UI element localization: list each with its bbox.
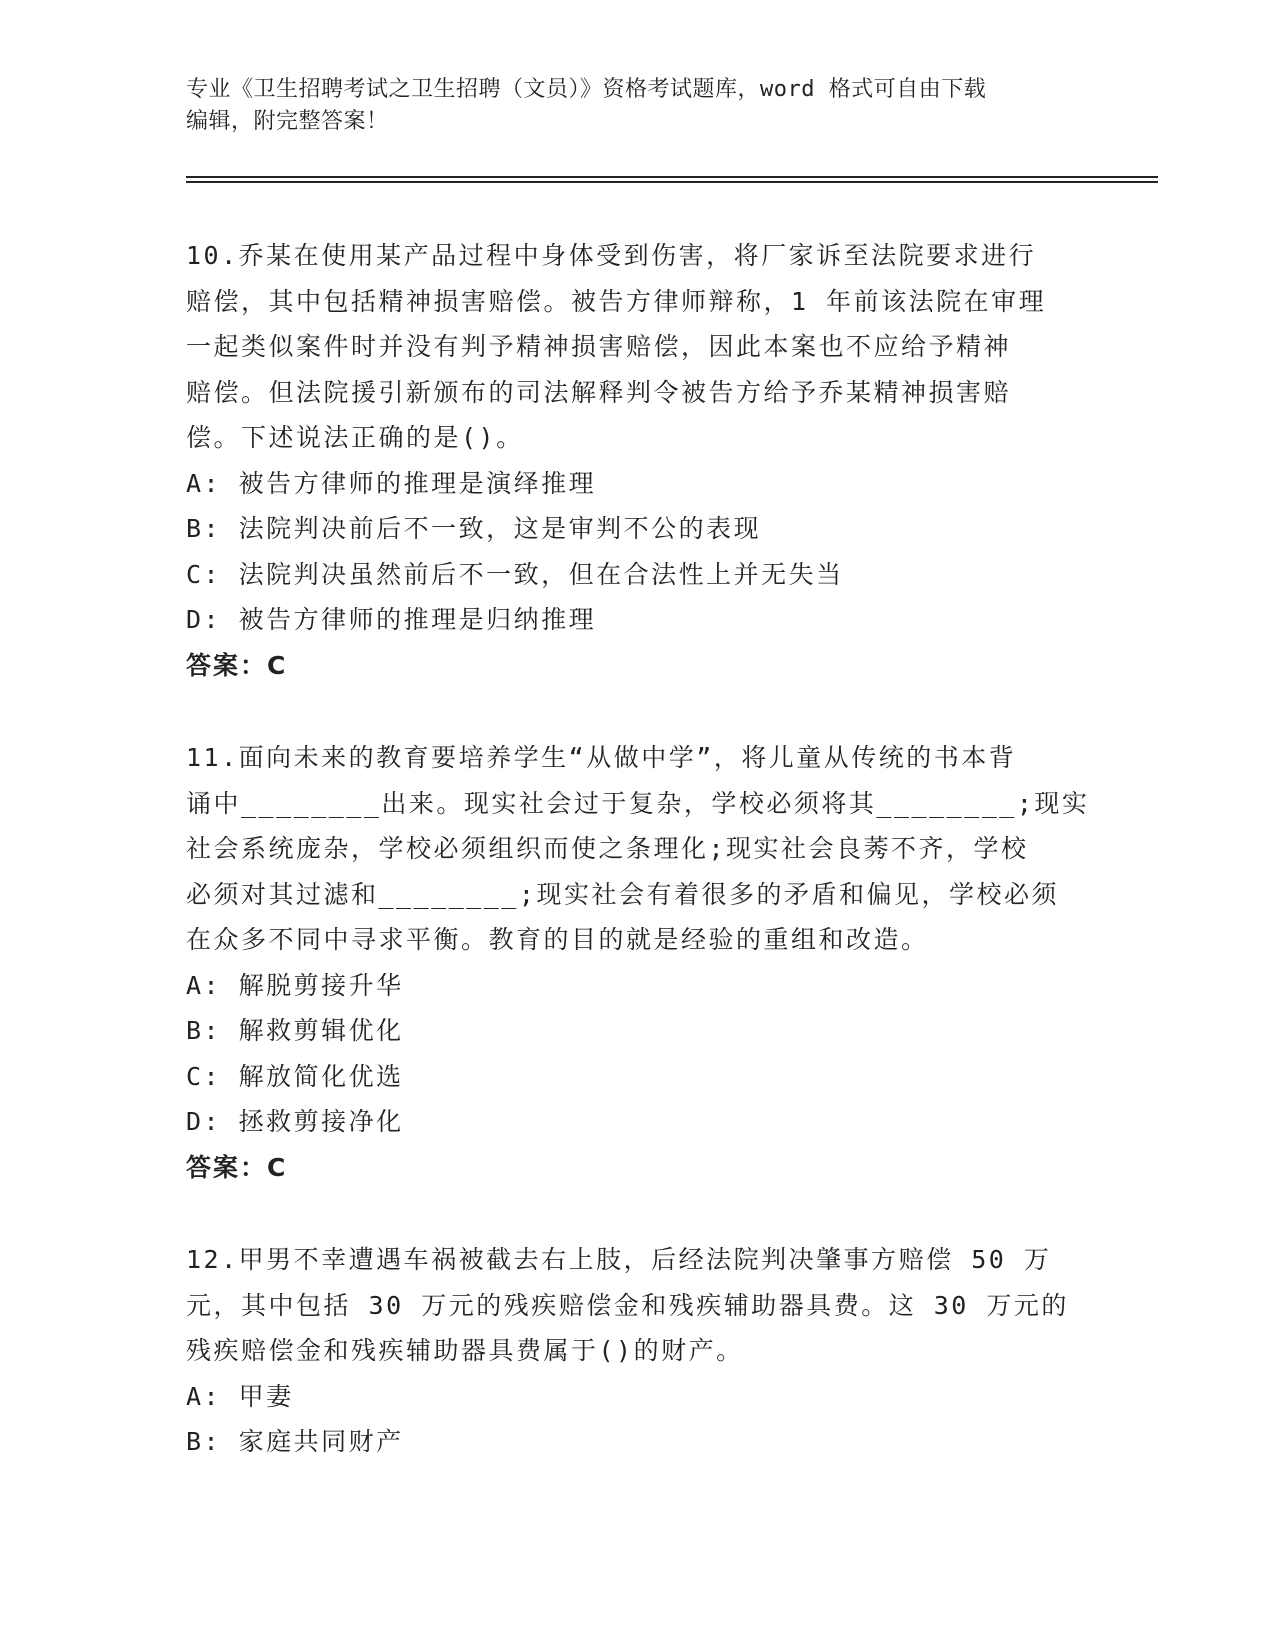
header-divider-bottom <box>186 181 1158 183</box>
option-b: B: 家庭共同财产 <box>186 1427 404 1456</box>
option-c: C: 解放简化优选 <box>186 1061 404 1091</box>
header-line-2: 编辑，附完整答案！ <box>186 109 389 134</box>
document-header <box>186 74 1086 138</box>
header-divider-top <box>186 176 1158 178</box>
question-text-line: 必须对其过滤和________;现实社会有着很多的矛盾和偏见，学校必须 <box>186 879 1059 909</box>
question-text-line: 残疾赔偿金和残疾辅助器具费属于()的财产。 <box>186 1336 744 1365</box>
question-12 <box>186 1237 1086 1465</box>
option-a: A: 解脱剪接升华 <box>186 970 404 1000</box>
question-text-line: 12.甲男不幸遭遇车祸被截去右上肢，后经法院判决肇事方赔偿 50 万 <box>186 1245 1052 1274</box>
option-d: D: 拯救剪接净化 <box>186 1107 404 1136</box>
question-text-line: 赔偿。但法院援引新颁布的司法解释判令被告方给予乔某精神损害赔 <box>186 377 1012 407</box>
question-11 <box>186 735 1090 1190</box>
option-c: C: 法院判决虽然前后不一致，但在合法性上并无失当 <box>186 559 844 589</box>
answer-text: 答案：C <box>186 650 288 680</box>
option-b: B: 法院判决前后不一致，这是审判不公的表现 <box>186 514 762 543</box>
question-text-line: 诵中________出来。现实社会过于复杂，学校必须将其________;现实 <box>186 788 1090 818</box>
option-a: A: 甲妻 <box>186 1381 294 1411</box>
question-text-line: 在众多不同中寻求平衡。教育的目的就是经验的重组和改造。 <box>186 925 929 954</box>
question-text-line: 社会系统庞杂，学校必须组织而使之条理化;现实社会良莠不齐，学校 <box>186 834 1029 863</box>
option-b: B: 解救剪辑优化 <box>186 1016 404 1045</box>
question-text-line: 偿。下述说法正确的是()。 <box>186 423 524 452</box>
question-text-line: 一起类似案件时并没有判予精神损害赔偿，因此本案也不应给予精神 <box>186 332 1012 361</box>
question-text-line: 11.面向未来的教育要培养学生“从做中学”，将儿童从传统的书本背 <box>186 743 1017 772</box>
option-d: D: 被告方律师的推理是归纳推理 <box>186 605 597 634</box>
question-text-line: 赔偿，其中包括精神损害赔偿。被告方律师辩称，1 年前该法院在审理 <box>186 286 1047 316</box>
header-line-1: 专业《卫生招聘考试之卫生招聘（文员）》资格考试题库，word 格式可自由下载 <box>186 77 987 102</box>
question-text-line: 10.乔某在使用某产品过程中身体受到伤害，将厂家诉至法院要求进行 <box>186 241 1037 270</box>
question-text-line: 元，其中包括 30 万元的残疾赔偿金和残疾辅助器具费。这 30 万元的 <box>186 1290 1069 1320</box>
answer-text: 答案：C <box>186 1152 288 1182</box>
option-a: A: 被告方律师的推理是演绎推理 <box>186 468 597 498</box>
question-10 <box>186 233 1086 688</box>
